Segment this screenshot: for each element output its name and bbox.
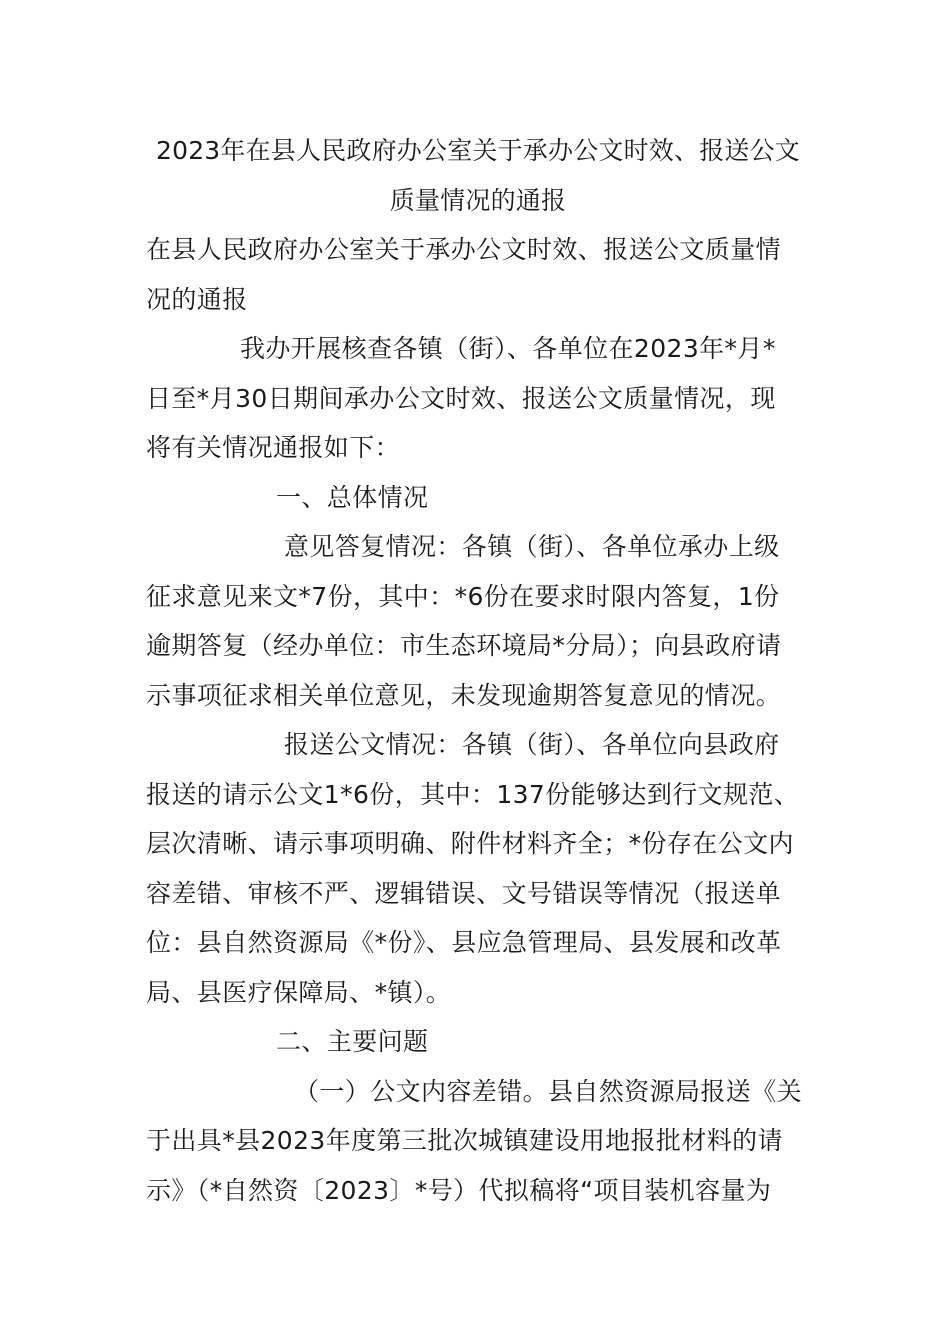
issue-1-line-3: 示》（*自然资〔2023〕*号）代拟稿将“项目装机容量为	[146, 1175, 772, 1205]
submitted-docs-line-4: 容差错、审核不严、逻辑错误、文号错误等情况（报送单	[146, 878, 782, 908]
opinion-reply-line-1: 意见答复情况：各镇（街）、各单位承办上级	[284, 532, 780, 561]
section-heading-main-issues: 二、主要问题	[276, 1027, 429, 1056]
document-subtitle-line-1: 在县人民政府办公室关于承办公文时效、报送公文质量情	[146, 235, 782, 264]
issue-1-line-1: （一）公文内容差错。县自然资源局报送《关	[294, 1076, 803, 1106]
submitted-docs-line-6: 局、县医疗保障局、*镇）。	[146, 977, 452, 1007]
document-subtitle-line-2: 况的通报	[146, 284, 248, 314]
submitted-docs-line-5: 位：县自然资源局《*份》、县应急管理局、县发展和改革	[146, 928, 782, 957]
opinion-reply-line-3: 逾期答复（经办单位：市生态环境局*分局）；向县政府请	[146, 631, 782, 660]
issue-1-line-2: 于出具*县2023年度第三批次城镇建设用地报批材料的请	[146, 1126, 783, 1155]
submitted-docs-line-2: 报送的请示公文1*6份，其中：137份能够达到行文规范、	[146, 779, 800, 809]
document-body	[146, 126, 810, 1215]
intro-line-2: 日至*月30日期间承办公文时效、报送公文质量情况，现	[146, 383, 776, 413]
submitted-docs-line-3: 层次清晰、请示事项明确、附件材料齐全；*份存在公文内	[146, 829, 794, 858]
document-title-line-1: 2023年在县人民政府办公室关于承办公文时效、报送公文	[155, 136, 801, 165]
intro-line-3: 将有关情况通报如下：	[146, 433, 401, 462]
section-heading-overall: 一、总体情况	[276, 482, 429, 512]
document-title-line-2: 质量情况的通报	[389, 185, 567, 215]
submitted-docs-line-1: 报送公文情况：各镇（街）、各单位向县政府	[284, 730, 780, 759]
intro-line-1: 我办开展核查各镇（街）、各单位在2023年*月*	[240, 334, 776, 363]
opinion-reply-line-2: 征求意见来文*7份，其中：*6份在要求时限内答复，1份	[146, 581, 780, 611]
opinion-reply-line-4: 示事项征求相关单位意见，未发现逾期答复意见的情况。	[146, 680, 782, 710]
